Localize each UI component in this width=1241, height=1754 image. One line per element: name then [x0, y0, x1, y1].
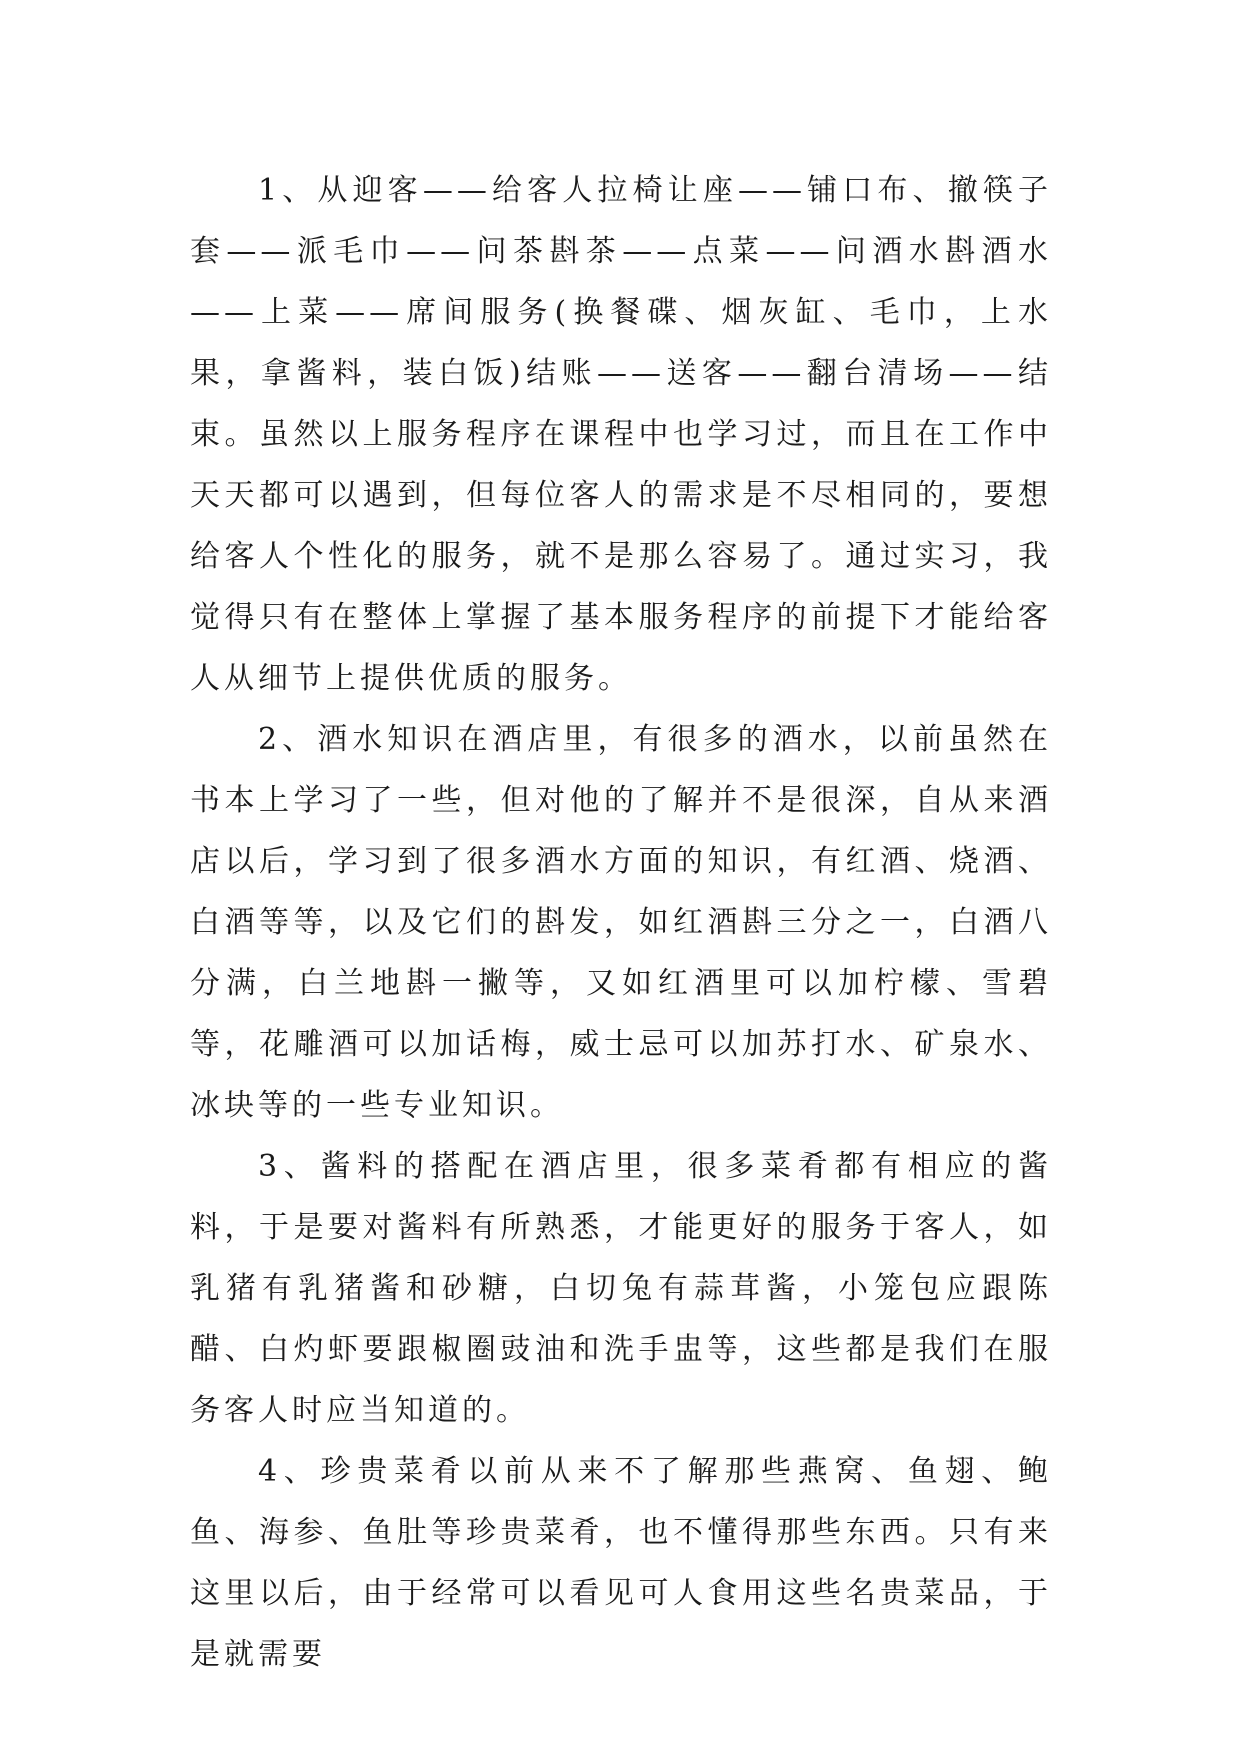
paragraph-precious-dishes: 4、珍贵菜肴以前从来不了解那些燕窝、鱼翅、鲍鱼、海参、鱼肚等珍贵菜肴，也不懂得那些东西。只有来这里以后，由于经常可以看见可人食用这些名贵菜品，于是就需要 [190, 1454, 1052, 1672]
paragraph-sauce-pairing: 3、酱料的搭配在酒店里，很多菜肴都有相应的酱料，于是要对酱料有所熟悉，才能更好的服务于客人，如乳猪有乳猪酱和砂糖，白切兔有蒜茸酱，小笼包应跟陈醋、白灼虾要跟椒圈豉油和洗手盅等，这些都是我们在服务客人时应当知道的。 [190, 1149, 1052, 1428]
document-body [190, 160, 1052, 1685]
paragraph-beverage-knowledge: 2、酒水知识在酒店里，有很多的酒水，以前虽然在书本上学习了一些，但对他的了解并不是很深，自从来酒店以后，学习到了很多酒水方面的知识，有红酒、烧酒、白酒等等，以及它们的斟发，如红酒斟三分之一，白酒八分满，白兰地斟一撇等，又如红酒里可以加柠檬、雪碧等，花雕酒可以加话梅，威士忌可以加苏打水、矿泉水、冰块等的一些专业知识。 [190, 722, 1052, 1123]
paragraph-service-procedure: 1、从迎客——给客人拉椅让座——铺口布、撤筷子套——派毛巾——问茶斟茶——点菜——问酒水斟酒水——上菜——席间服务(换餐碟、烟灰缸、毛巾，上水果，拿酱料，装白饭)结账——送客——翻台清场——结束。虽然以上服务程序在课程中也学习过，而且在工作中天天都可以遇到，但每位客人的需求是不尽相同的，要想给客人个性化的服务，就不是那么容易了。通过实习，我觉得只有在整体上掌握了基本服务程序的前提下才能给客人从细节上提供优质的服务。 [190, 173, 1052, 696]
